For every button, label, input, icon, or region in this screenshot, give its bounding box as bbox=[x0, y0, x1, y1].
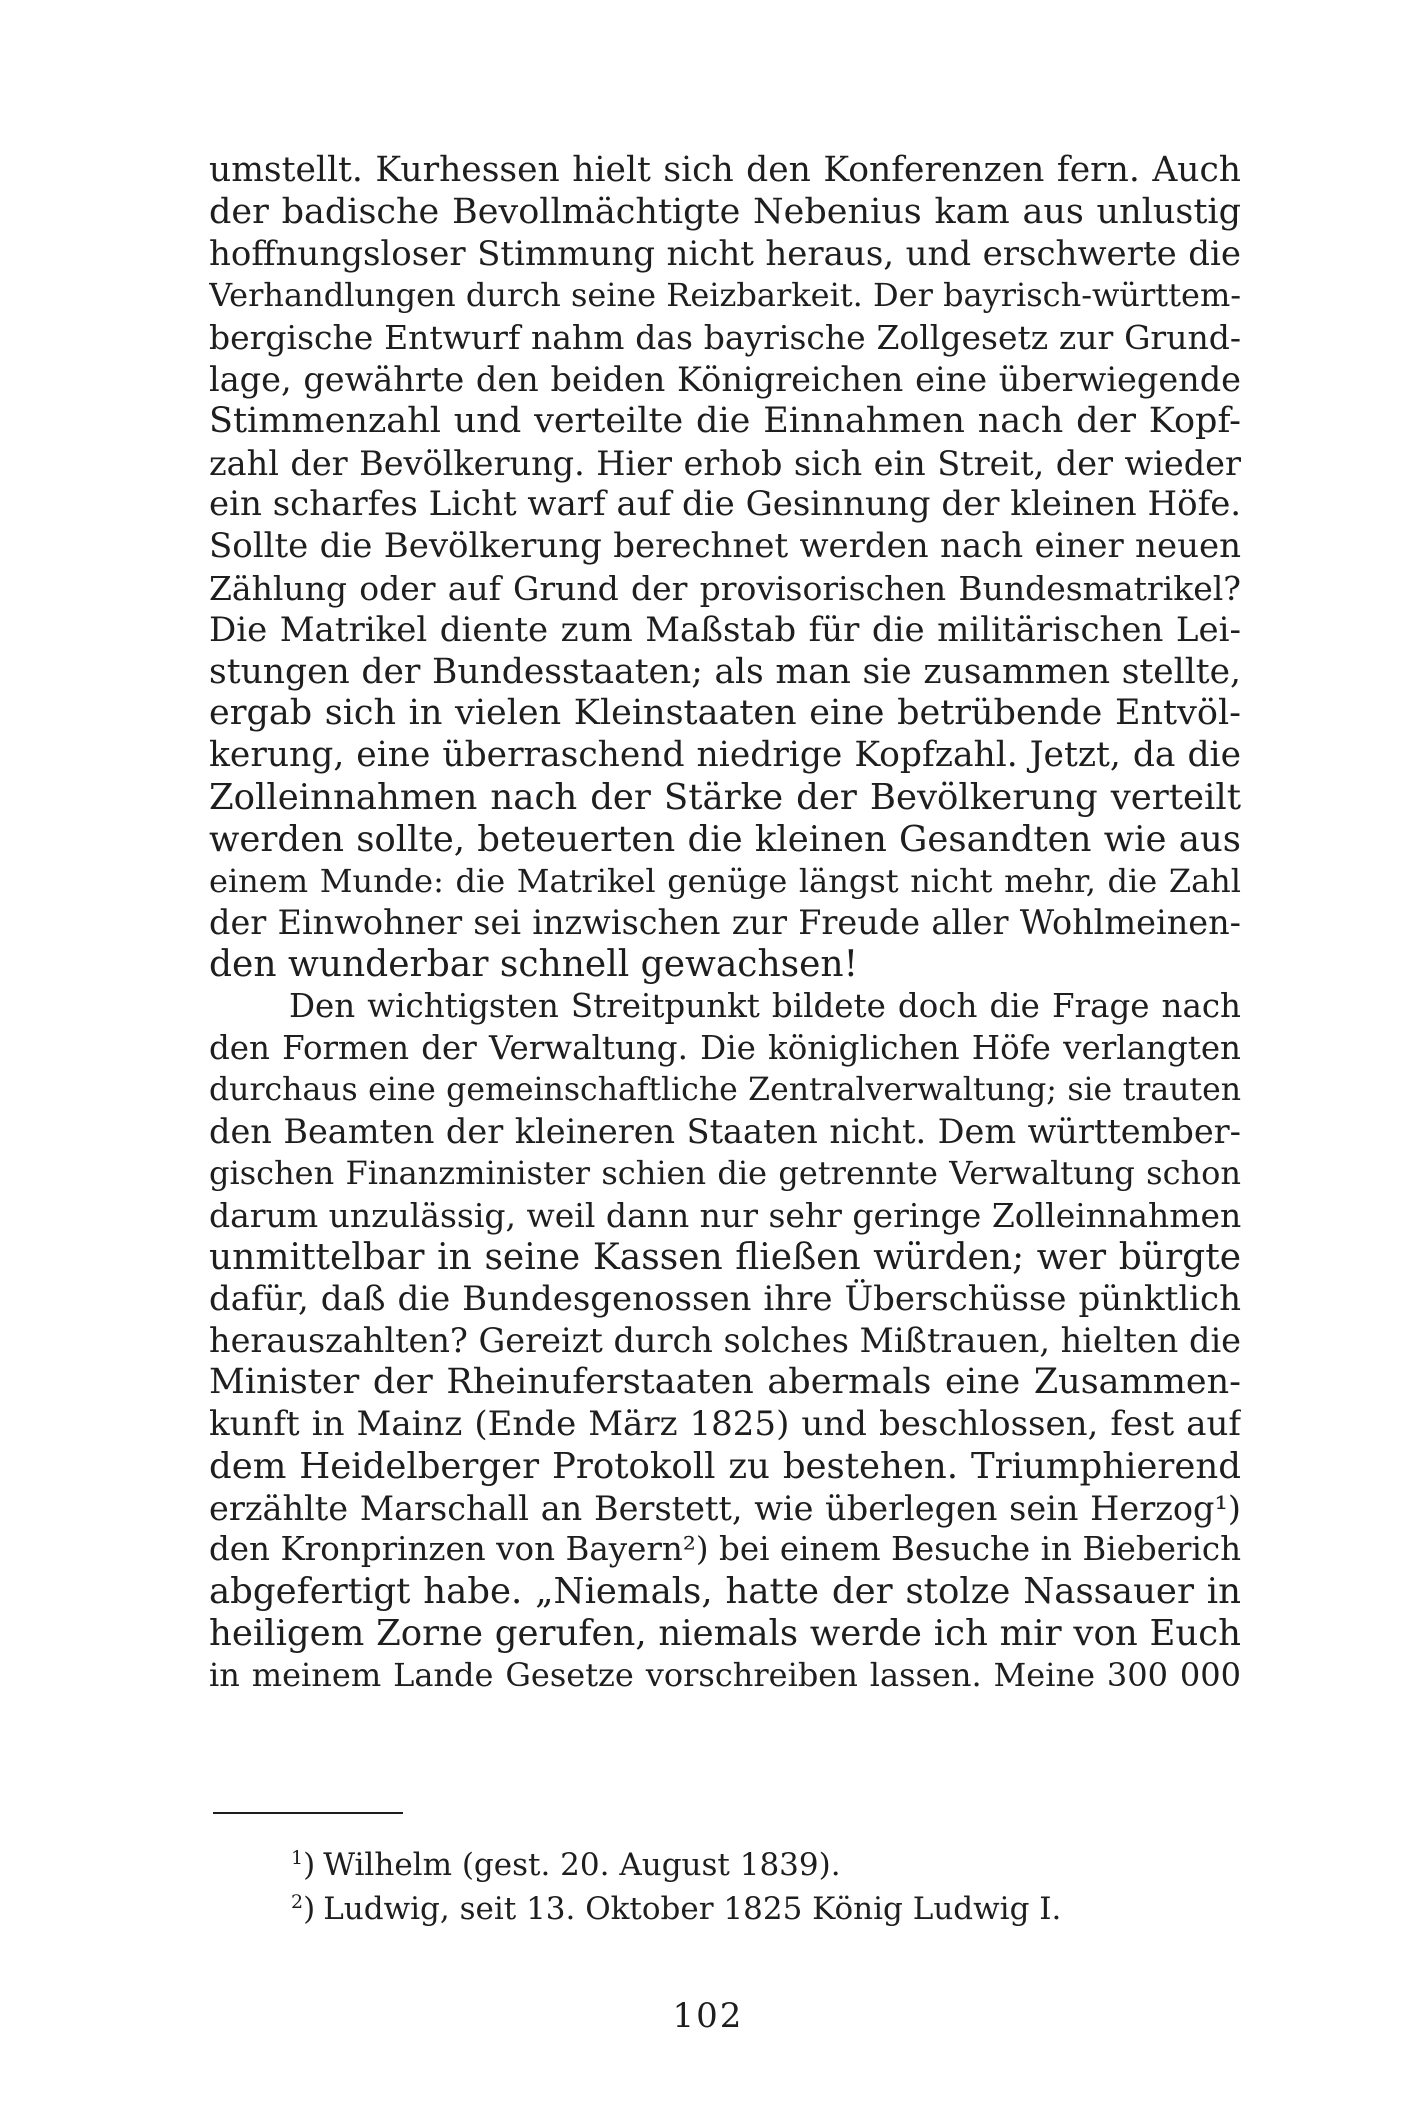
body-text bbox=[209, 150, 1241, 1696]
text-line: unmittelbar in seine Kassen fließen würden; wer bürgte bbox=[209, 1236, 1241, 1278]
text-line: Sollte die Bevölkerung berechnet werden nach einer neuen bbox=[209, 526, 1241, 567]
footnotes bbox=[291, 1843, 1191, 1931]
text-line: den Kronprinzen von Bayern²) bei einem Besuche in Bieberich bbox=[209, 1530, 1241, 1569]
text-line: lage, gewährte den beiden Königreichen eine überwiegende bbox=[209, 359, 1241, 399]
text-line: kunft in Mainz (Ende März 1825) und beschlossen, fest auf bbox=[209, 1403, 1241, 1444]
text-line: bergische Entwurf nahm das bayrische Zollgesetz zur Grund- bbox=[209, 318, 1241, 358]
text-line: der Einwohner sei inzwischen zur Freude aller Wohlmeinen- bbox=[209, 903, 1241, 943]
footnote-paren: ) bbox=[303, 1891, 316, 1927]
text-line: heiligem Zorne gerufen, niemals werde ich mir von Euch bbox=[209, 1612, 1241, 1654]
text-line: Die Matrikel diente zum Maßstab für die militärischen Lei- bbox=[209, 609, 1241, 650]
text-line: abgefertigt habe. „Niemals, hatte der stolze Nassauer in bbox=[209, 1571, 1241, 1613]
footnote-1 bbox=[291, 1843, 1191, 1887]
text-line: dem Heidelberger Protokoll zu bestehen. Triumphierend bbox=[209, 1445, 1241, 1487]
text-line: in meinem Lande Gesetze vorschreiben lassen. Meine 300 000 bbox=[209, 1655, 1241, 1694]
footnote-separator bbox=[213, 1812, 403, 1814]
page-number: 102 bbox=[672, 1996, 744, 2036]
footnote-mark: 2 bbox=[291, 1891, 304, 1913]
text-line: den Beamten der kleineren Staaten nicht. Dem württember- bbox=[209, 1112, 1241, 1152]
text-line: Zählung oder auf Grund der provisorischen Bundesmatrikel? bbox=[209, 568, 1241, 608]
text-line: ein scharfes Licht warf auf die Gesinnung der kleinen Höfe. bbox=[209, 484, 1241, 525]
text-line: der badische Bevollmächtigte Nebenius kam aus unlustig bbox=[209, 191, 1241, 232]
text-line: Minister der Rheinuferstaaten abermals eine Zusammen- bbox=[209, 1362, 1241, 1403]
text-line: darum unzulässig, weil dann nur sehr geringe Zolleinnahmen bbox=[209, 1195, 1241, 1235]
footnote-paren: ) bbox=[303, 1847, 316, 1883]
text-line: zahl der Bevölkerung. Hier erhob sich ein Streit, der wieder bbox=[209, 443, 1241, 483]
footnote-mark: 1 bbox=[291, 1847, 304, 1869]
text-line: stungen der Bundesstaaten; als man sie zusammen stellte, bbox=[209, 651, 1241, 692]
text-line: herauszahlten? Gereizt durch solches Mißtrauen, hielten die bbox=[209, 1321, 1241, 1361]
text-line: Verhandlungen durch seine Reizbarkeit. Der bayrisch-württem- bbox=[209, 276, 1241, 315]
text-line: den wunderbar schnell gewachsen! bbox=[209, 944, 859, 986]
footnote-text: Wilhelm (gest. 20. August 1839). bbox=[323, 1847, 841, 1883]
text-line: werden sollte, beteuerten die kleinen Gesandten wie aus bbox=[209, 818, 1241, 860]
text-line: kerung, eine überraschend niedrige Kopfzahl. Jetzt, da die bbox=[209, 735, 1241, 776]
footnote-2 bbox=[291, 1887, 1191, 1931]
text-line: ergab sich in vielen Kleinstaaten eine betrübende Entvöl- bbox=[209, 693, 1241, 734]
text-line: hoffnungsloser Stimmung nicht heraus, und erschwerte die bbox=[209, 233, 1241, 274]
text-line: den Formen der Verwaltung. Die königlichen Höfe verlangten bbox=[209, 1028, 1241, 1067]
text-line: erzählte Marschall an Berstett, wie überlegen sein Herzog¹) bbox=[209, 1488, 1241, 1528]
text-line: gischen Finanzminister schien die getrennte Verwaltung schon bbox=[209, 1154, 1241, 1193]
text-line: Den wichtigsten Streitpunkt bildete doch die Frage nach bbox=[289, 986, 1241, 1025]
text-line: durchaus eine gemeinschaftliche Zentralverwaltung; sie trauten bbox=[209, 1071, 1241, 1108]
text-line: dafür, daß die Bundesgenossen ihre Überschüsse pünktlich bbox=[209, 1278, 1241, 1319]
text-line: Stimmenzahl und verteilte die Einnahmen nach der Kopf- bbox=[209, 400, 1241, 441]
text-line: Zolleinnahmen nach der Stärke der Bevölkerung verteilt bbox=[209, 776, 1241, 818]
text-line: umstellt. Kurhessen hielt sich den Konferenzen fern. Auch bbox=[209, 150, 1241, 190]
footnote-text: Ludwig, seit 13. Oktober 1825 König Ludwig I. bbox=[323, 1891, 1062, 1927]
text-line: einem Munde: die Matrikel genüge längst nicht mehr, die Zahl bbox=[209, 861, 1241, 900]
